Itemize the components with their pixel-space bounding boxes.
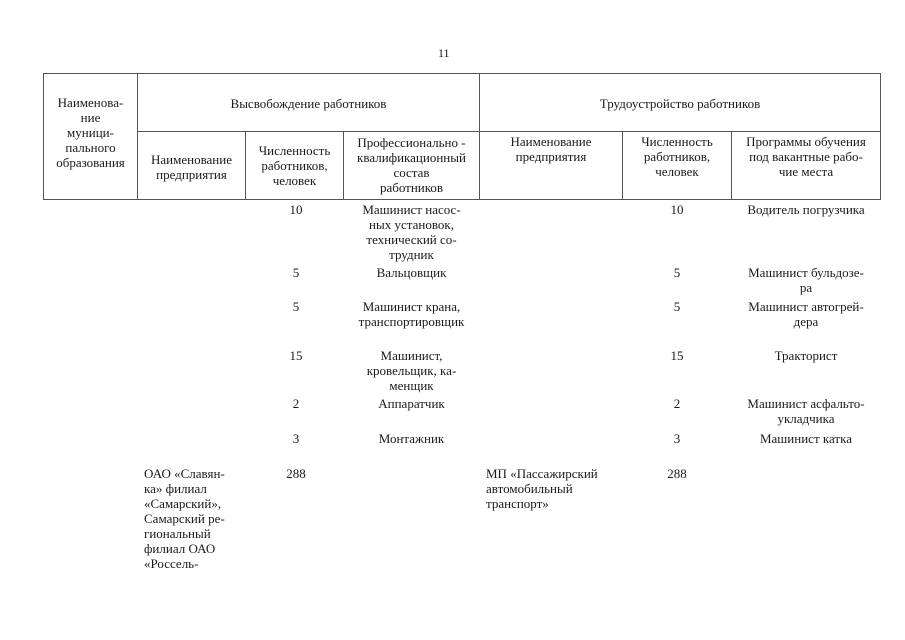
employment-count-cell: 10	[670, 202, 684, 217]
header-employment-enterprise: Наименование предприятия	[510, 134, 592, 164]
employment-count-cell: 2	[673, 396, 681, 411]
release-skill-cell: Вальцовщик	[376, 265, 447, 280]
page-number: 11	[438, 46, 450, 60]
header-release-count: Численность работников, человек	[258, 143, 331, 188]
release-skill-cell: Монтажник	[378, 431, 445, 446]
program-cell: Машинист бульдозе- ра	[748, 265, 864, 295]
release-skill-cell: Аппаратчик	[378, 396, 445, 411]
release-count-cell: 288	[286, 466, 306, 481]
program-cell: Тракторист	[774, 348, 838, 363]
header-release-skill: Профессионально - квалификационный состав работников	[357, 135, 466, 195]
release-skill-cell: Машинист, кровельщик, ка- менщик	[366, 348, 457, 393]
program-cell: Водитель погрузчика	[747, 202, 865, 217]
release-count-cell: 10	[289, 202, 303, 217]
program-cell: Машинист асфальто- укладчика	[747, 396, 865, 426]
employment-count-cell: 5	[673, 299, 681, 314]
header-employment-programs: Программы обучения под вакантные рабо- чие места	[746, 134, 866, 179]
header-employment-group: Трудоустройство работников	[599, 96, 761, 111]
employment-count-cell: 5	[673, 265, 681, 280]
release-count-cell: 15	[289, 348, 303, 363]
program-cell: Машинист катка	[759, 431, 853, 446]
header-release-group: Высвобождение работников	[230, 96, 387, 111]
release-count-cell: 2	[292, 396, 300, 411]
release-skill-cell: Машинист насос- ных установок, технический со- трудник	[362, 202, 461, 262]
release-count-cell: 5	[292, 299, 300, 314]
release-count-cell: 3	[292, 431, 300, 446]
release-enterprise-cell: ОАО «Славян- ка» филиал «Самарский», Самарский ре- гиональный филиал ОАО «Россель-	[144, 466, 225, 571]
header-municipality: Наименова- ние муници- пального образования	[56, 95, 125, 170]
employment-count-cell: 288	[667, 466, 687, 481]
release-count-cell: 5	[292, 265, 300, 280]
header-release-enterprise: Наименование предприятия	[151, 152, 232, 182]
header-employment-count: Численность работников, человек	[641, 134, 713, 179]
program-cell: Машинист автогрей- дера	[748, 299, 864, 329]
employment-enterprise-cell: МП «Пассажирский автомобильный транспорт»	[486, 466, 598, 511]
release-skill-cell: Машинист крана, транспортировщик	[358, 299, 465, 329]
employment-count-cell: 3	[673, 431, 681, 446]
employment-count-cell: 15	[670, 348, 684, 363]
